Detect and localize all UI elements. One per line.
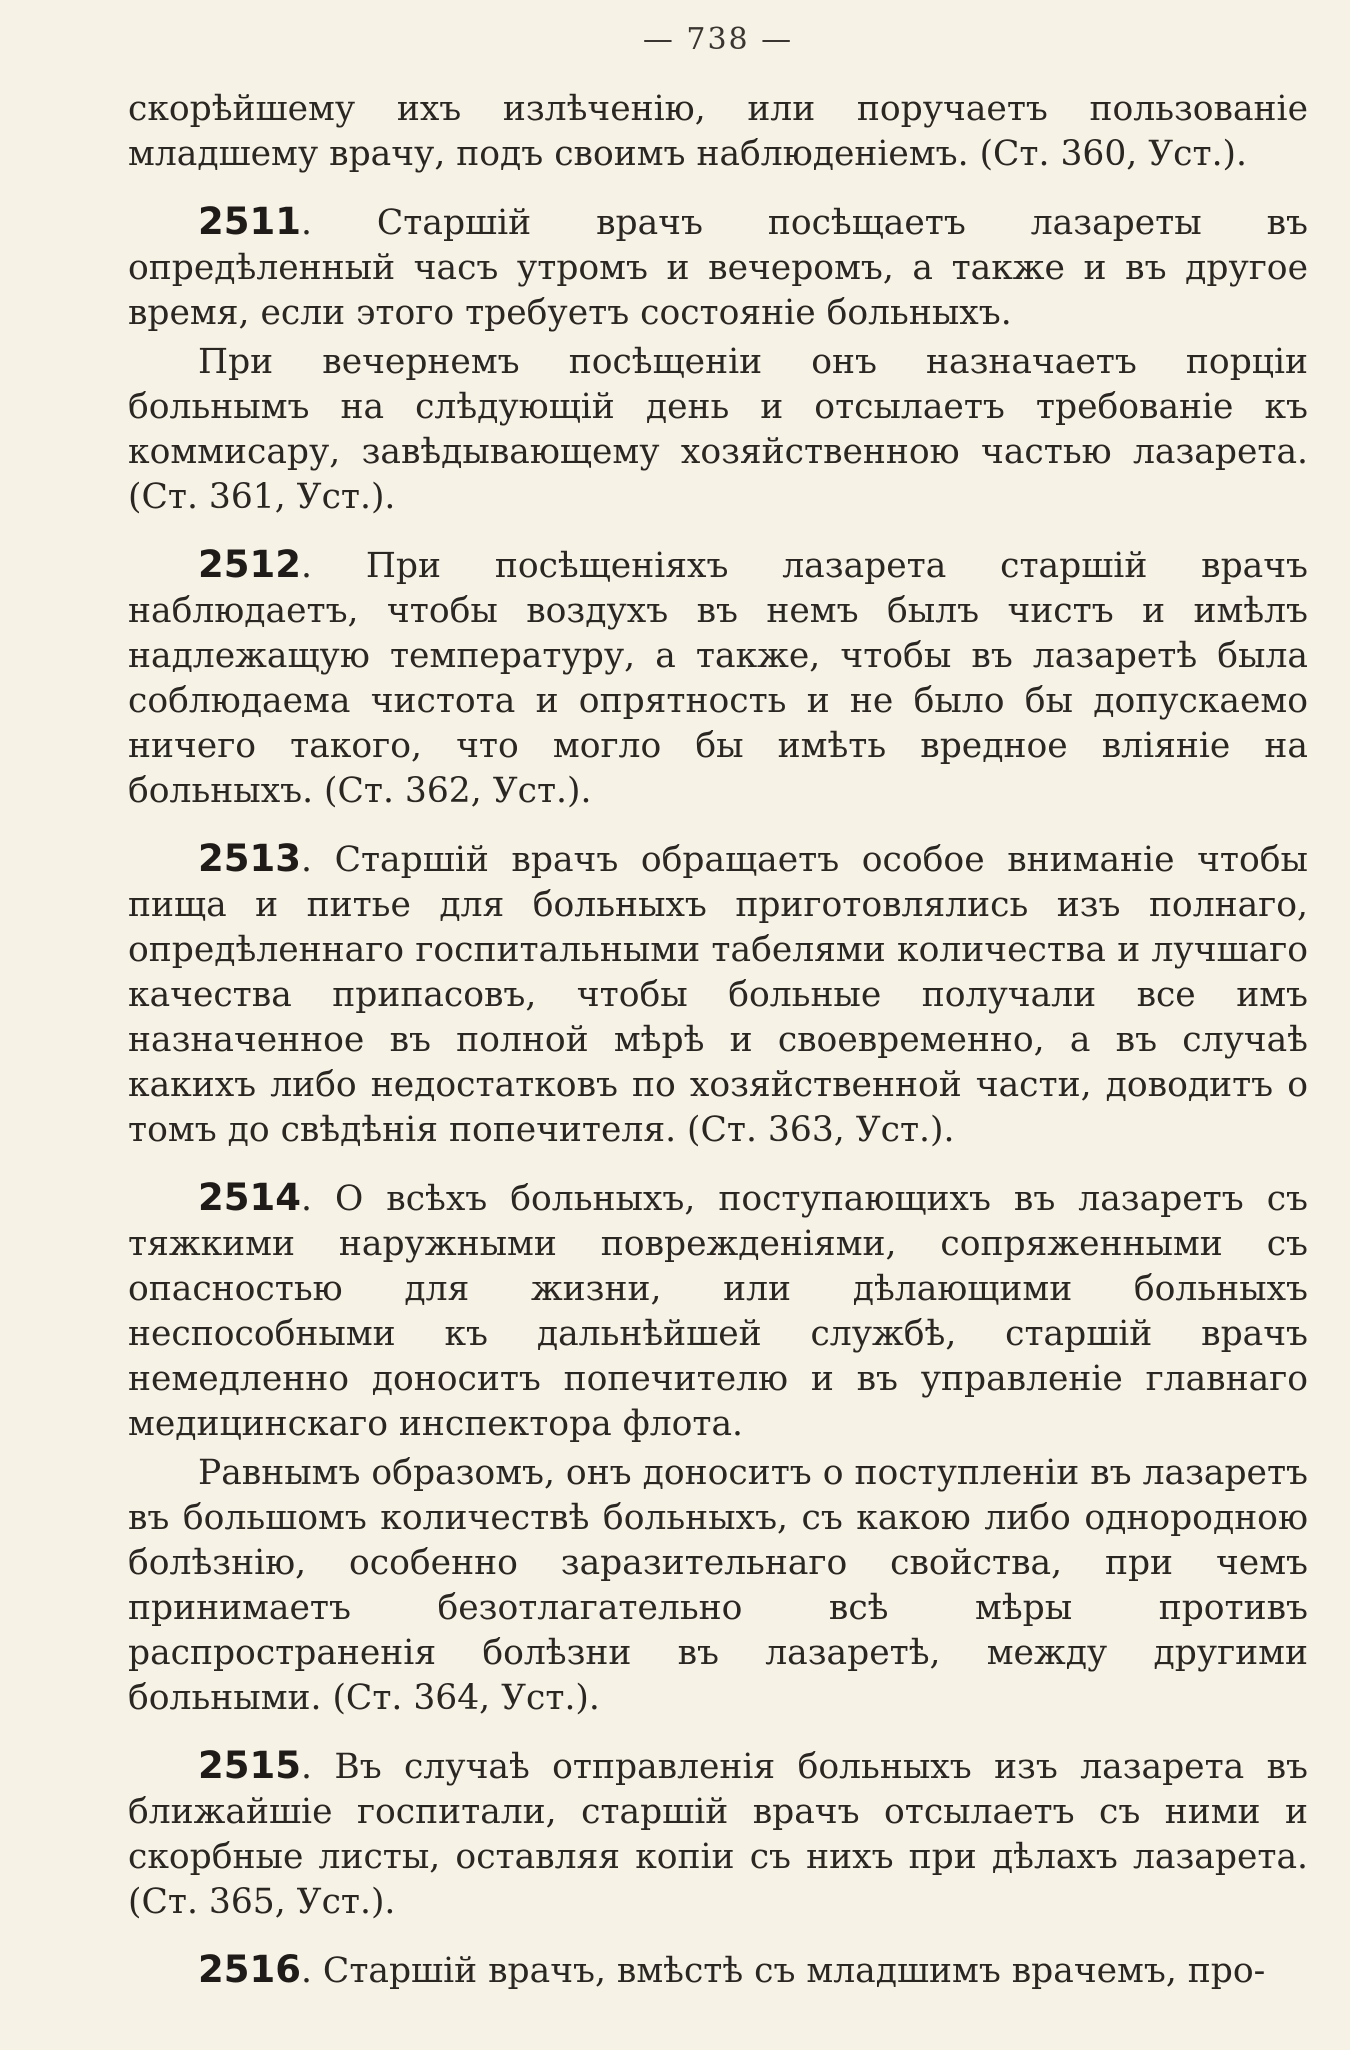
- article-text: Старшій врачъ обращаетъ особое вниманіе чтобы пища и питье для больныхъ приготовлялись изъ полнаго, опредѣленнаго госпитальными табелями количества и лучшаго качества припасовъ, чтобы больные получали все имъ назначенное въ полной мѣрѣ и своевременно, а въ случаѣ какихъ либо недостатковъ по хозяйственной части, доводитъ о томъ до свѣдѣнія попечителя. (Ст. 363, Уст.).: [128, 840, 1308, 1150]
- article-2515: [128, 1743, 1308, 1925]
- article-number: 2516: [198, 1948, 301, 1991]
- article-number: 2514: [198, 1176, 301, 1219]
- page-body: [128, 87, 1308, 1994]
- article-paragraph: 2513. Старшій врачъ обращаетъ особое вниманіе чтобы пища и питье для больныхъ приготовлялись изъ полнаго, опредѣленнаго госпитальными табелями количества и лучшаго качества припасовъ, чтобы больные получали все имъ назначенное въ полной мѣрѣ и своевременно, а въ случаѣ какихъ либо недостатковъ по хозяйственной части, доводитъ о томъ до свѣдѣнія попечителя. (Ст. 363, Уст.).: [128, 837, 1308, 1150]
- article-paragraph: При вечернемъ посѣщеніи онъ назначаетъ порціи больнымъ на слѣдующій день и отсылаетъ требованіе къ коммисару, завѣдывающему хозяйственною частью лазарета. (Ст. 361, Уст.).: [128, 342, 1308, 517]
- article-paragraph: 2512. При посѣщеніяхъ лазарета старшій врачъ наблюдаетъ, чтобы воздухъ въ немъ былъ чистъ и имѣлъ надлежащую температуру, а также, чтобы въ лазаретѣ была соблюдаема чистота и опрятность и не было бы допускаемо ничего такого, что могло бы имѣть вредное вліяніе на больныхъ. (Ст. 362, Уст.).: [128, 543, 1309, 811]
- article-number: 2515: [198, 1744, 301, 1787]
- article-text: Старшій врачъ посѣщаетъ лазареты въ опредѣленный часъ утромъ и вечеромъ, а также и въ другое время, если этого требуетъ состояніе больныхъ.: [128, 203, 1308, 333]
- article-text: О всѣхъ больныхъ, поступающихъ въ лазаретъ съ тяжкими наружными поврежденіями, сопряженными съ опасностью для жизни, или дѣлающими больныхъ неспособными къ дальнѣйшей службѣ, старшій врачъ немедленно доноситъ попечителю и въ управленіе главнаго медицинскаго инспектора флота.: [128, 1179, 1308, 1444]
- page-number: — 738 —: [642, 22, 794, 57]
- article-number: 2511: [198, 200, 301, 243]
- article-paragraph: 2516. Старшій врачъ, вмѣстѣ съ младшимъ врачемъ, про-: [198, 1948, 1266, 1991]
- article-number: 2512: [198, 543, 301, 586]
- article-text: Старшій врачъ, вмѣстѣ съ младшимъ врачемъ, про-: [322, 1951, 1266, 1991]
- article-paragraph: 2515. Въ случаѣ отправленія больныхъ изъ лазарета въ ближайшіе госпитали, старшій врачъ отсылаетъ съ ними и скорбные листы, оставляя копіи съ нихъ при дѣлахъ лазарета. (Ст. 365, Уст.).: [128, 1744, 1308, 1922]
- article-paragraph: Равнымъ образомъ, онъ доноситъ о поступленіи въ лазаретъ въ большомъ количествѣ больныхъ, съ какою либо однородною болѣзнію, особенно заразительнаго свойства, при чемъ принимаетъ безотлагательно всѣ мѣры противъ распространенія болѣзни въ лазаретѣ, между другими больными. (Ст. 364, Уст.).: [128, 1453, 1308, 1718]
- article-2512: [128, 542, 1308, 814]
- article-2511: [128, 199, 1308, 520]
- article-2516: [128, 1947, 1308, 1994]
- article-paragraph: 2511. Старшій врачъ посѣщаетъ лазареты въ опредѣленный часъ утромъ и вечеромъ, а также и въ другое время, если этого требуетъ состояніе больныхъ.: [128, 200, 1308, 333]
- article-text: Въ случаѣ отправленія больныхъ изъ лазарета въ ближайшіе госпитали, старшій врачъ отсылаетъ съ ними и скорбные листы, оставляя копіи съ нихъ при дѣлахъ лазарета. (Ст. 365, Уст.).: [128, 1747, 1308, 1922]
- article-2514: [128, 1175, 1308, 1721]
- article-number: 2513: [198, 837, 301, 880]
- article-paragraph: 2514. О всѣхъ больныхъ, поступающихъ въ лазаретъ съ тяжкими наружными поврежденіями, сопряженными съ опасностью для жизни, или дѣлающими больныхъ неспособными къ дальнѣйшей службѣ, старшій врачъ немедленно доноситъ попечителю и въ управленіе главнаго медицинскаго инспектора флота.: [128, 1176, 1308, 1444]
- intro-paragraph: скорѣйшему ихъ излѣченію, или поручаетъ пользованіе младшему врачу, подъ своимъ наблюденіемъ. (Ст. 360, Уст.).: [128, 89, 1308, 174]
- article-text: При посѣщеніяхъ лазарета старшій врачъ наблюдаетъ, чтобы воздухъ въ немъ былъ чистъ и имѣлъ надлежащую температуру, а также, чтобы въ лазаретѣ была соблюдаема чистота и опрятность и не было бы допускаемо ничего такого, что могло бы имѣть вредное вліяніе на больныхъ. (Ст. 362, Уст.).: [128, 546, 1309, 811]
- article-2513: [128, 836, 1308, 1153]
